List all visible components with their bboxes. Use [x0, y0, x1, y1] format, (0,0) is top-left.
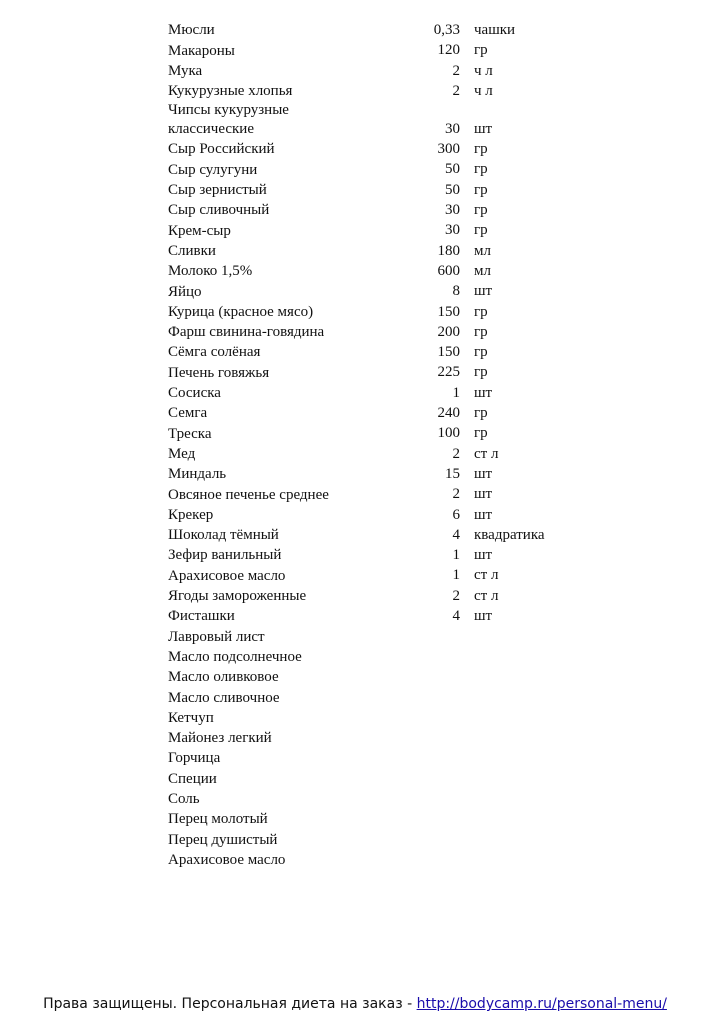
item-name: Зефир ванильный — [168, 547, 282, 564]
item-quantity: 1 — [452, 567, 460, 584]
list-item — [168, 81, 588, 101]
item-quantity: 180 — [437, 242, 460, 259]
item-unit: гр — [474, 344, 488, 361]
list-item — [168, 647, 588, 667]
list-item — [168, 484, 588, 504]
item-quantity: 30 — [445, 202, 460, 219]
footer-text: Права защищены. Персональная диета на заказ - — [43, 996, 417, 1012]
list-item — [168, 809, 588, 829]
item-name: Перец душистый — [168, 831, 278, 848]
item-name: Сыр Российский — [168, 141, 275, 158]
list-item — [168, 586, 588, 606]
item-name: Масло подсолнечное — [168, 648, 302, 665]
list-item — [168, 525, 588, 545]
item-name: Мед — [168, 445, 196, 462]
list-item — [168, 423, 588, 443]
item-quantity: 100 — [437, 425, 460, 442]
list-item — [168, 139, 588, 159]
list-item — [168, 281, 588, 301]
item-name: Макароны — [168, 42, 235, 59]
list-item — [168, 626, 588, 646]
item-unit: шт — [474, 283, 493, 300]
item-unit: гр — [474, 364, 488, 381]
item-quantity: 120 — [437, 42, 460, 59]
item-name: Специи — [168, 770, 217, 787]
item-unit: квадратика — [474, 526, 545, 543]
item-unit: гр — [474, 425, 488, 442]
list-item — [168, 220, 588, 240]
item-name: Овсяное печенье среднее — [168, 486, 329, 503]
list-item — [168, 444, 588, 464]
item-name: Молоко 1,5% — [168, 263, 253, 280]
item-name: Семга — [168, 405, 208, 422]
list-item — [168, 383, 588, 403]
item-name: Печень говяжья — [168, 364, 270, 381]
list-item — [168, 200, 588, 220]
item-quantity: 600 — [437, 262, 460, 279]
list-item — [168, 101, 588, 139]
item-name: Яйцо — [168, 283, 202, 300]
item-quantity: 4 — [452, 608, 460, 625]
list-item — [168, 40, 588, 60]
list-item — [168, 241, 588, 261]
list-item — [168, 342, 588, 362]
item-name: Чипсы кукурузные классические — [168, 102, 289, 138]
list-item — [168, 302, 588, 322]
item-name: Крем-сыр — [168, 222, 231, 239]
item-quantity: 50 — [445, 181, 460, 198]
item-name: Фисташки — [168, 608, 235, 625]
item-name: Арахисовое масло — [168, 567, 286, 584]
item-name: Крекер — [168, 506, 214, 523]
item-quantity: 4 — [452, 526, 460, 543]
list-item — [168, 768, 588, 788]
list-item — [168, 61, 588, 81]
item-unit: ст л — [474, 445, 499, 462]
item-name: Соль — [168, 790, 200, 807]
item-quantity: 50 — [445, 161, 460, 178]
item-name: Сливки — [168, 242, 216, 259]
item-quantity: 2 — [452, 62, 460, 79]
item-quantity: 150 — [437, 344, 460, 361]
list-item — [168, 20, 588, 40]
item-unit: гр — [474, 405, 488, 422]
list-item — [168, 850, 588, 870]
item-unit: ст л — [474, 567, 499, 584]
shopping-list — [168, 20, 588, 870]
item-quantity: 15 — [445, 465, 460, 482]
item-name: Горчица — [168, 750, 221, 767]
item-quantity: 2 — [452, 445, 460, 462]
list-item — [168, 708, 588, 728]
item-quantity: 2 — [452, 486, 460, 503]
list-item — [168, 545, 588, 565]
item-quantity: 30 — [445, 222, 460, 239]
item-unit: шт — [474, 547, 493, 564]
item-unit: гр — [474, 222, 488, 239]
item-unit: шт — [474, 465, 493, 482]
item-unit: гр — [474, 42, 488, 59]
item-name: Масло оливковое — [168, 669, 279, 686]
item-quantity: 300 — [437, 141, 460, 158]
list-item — [168, 565, 588, 585]
list-item — [168, 789, 588, 809]
item-name: Майонез легкий — [168, 730, 272, 747]
list-item — [168, 728, 588, 748]
item-name: Сёмга солёная — [168, 344, 261, 361]
item-unit: мл — [474, 242, 491, 259]
item-quantity: 150 — [437, 303, 460, 320]
item-name: Мюсли — [168, 22, 215, 39]
item-unit: чашки — [474, 22, 516, 38]
item-unit: гр — [474, 202, 488, 219]
item-unit: гр — [474, 303, 488, 320]
item-name: Сыр сливочный — [168, 202, 270, 219]
item-unit: ч л — [474, 82, 493, 99]
item-unit: шт — [474, 120, 493, 137]
item-name: Шоколад тёмный — [168, 527, 279, 544]
item-name: Фарш свинина-говядина — [168, 324, 325, 341]
item-name: Сосиска — [168, 385, 221, 402]
list-item — [168, 667, 588, 687]
item-unit: гр — [474, 323, 488, 340]
item-name: Масло сливочное — [168, 689, 280, 706]
list-item — [168, 403, 588, 423]
list-item — [168, 606, 588, 626]
item-quantity: 225 — [437, 364, 460, 381]
list-item — [168, 505, 588, 525]
item-unit: гр — [474, 161, 488, 178]
item-unit: гр — [474, 181, 488, 198]
item-name: Сыр сулугуни — [168, 161, 258, 178]
item-quantity: 30 — [445, 120, 460, 137]
list-item — [168, 180, 588, 200]
list-item — [168, 829, 588, 849]
item-name: Курица (красное мясо) — [168, 303, 314, 320]
item-unit: шт — [474, 384, 493, 401]
item-unit: ч л — [474, 62, 493, 79]
item-quantity: 1 — [452, 384, 460, 401]
item-unit: мл — [474, 262, 491, 279]
item-name: Кукурузные хлопья — [168, 83, 293, 100]
item-unit: шт — [474, 608, 493, 625]
item-name: Миндаль — [168, 466, 227, 483]
list-item — [168, 687, 588, 707]
item-quantity: 0,33 — [433, 22, 460, 38]
list-item — [168, 464, 588, 484]
list-item — [168, 159, 588, 179]
item-unit: ст л — [474, 587, 499, 604]
item-name: Кетчуп — [168, 709, 214, 726]
item-name: Сыр зернистый — [168, 182, 267, 199]
item-quantity: 2 — [452, 82, 460, 99]
item-name: Лавровый лист — [168, 628, 265, 645]
item-quantity: 6 — [452, 506, 460, 523]
item-quantity: 8 — [452, 283, 460, 300]
footer-link[interactable]: http://bodycamp.ru/personal-menu/ — [416, 996, 667, 1012]
footer — [0, 996, 710, 1012]
item-name: Треска — [168, 425, 212, 442]
item-quantity: 2 — [452, 587, 460, 604]
list-item — [168, 261, 588, 281]
item-name: Арахисовое масло — [168, 851, 286, 868]
list-item — [168, 362, 588, 382]
item-quantity: 200 — [437, 323, 460, 340]
item-quantity: 1 — [452, 547, 460, 564]
item-quantity: 240 — [437, 405, 460, 422]
list-item — [168, 322, 588, 342]
item-unit: гр — [474, 141, 488, 158]
item-name: Мука — [168, 62, 203, 79]
item-unit: шт — [474, 486, 493, 503]
item-unit: шт — [474, 506, 493, 523]
item-name: Перец молотый — [168, 811, 268, 828]
list-item — [168, 748, 588, 768]
item-name: Ягоды замороженные — [168, 588, 307, 605]
